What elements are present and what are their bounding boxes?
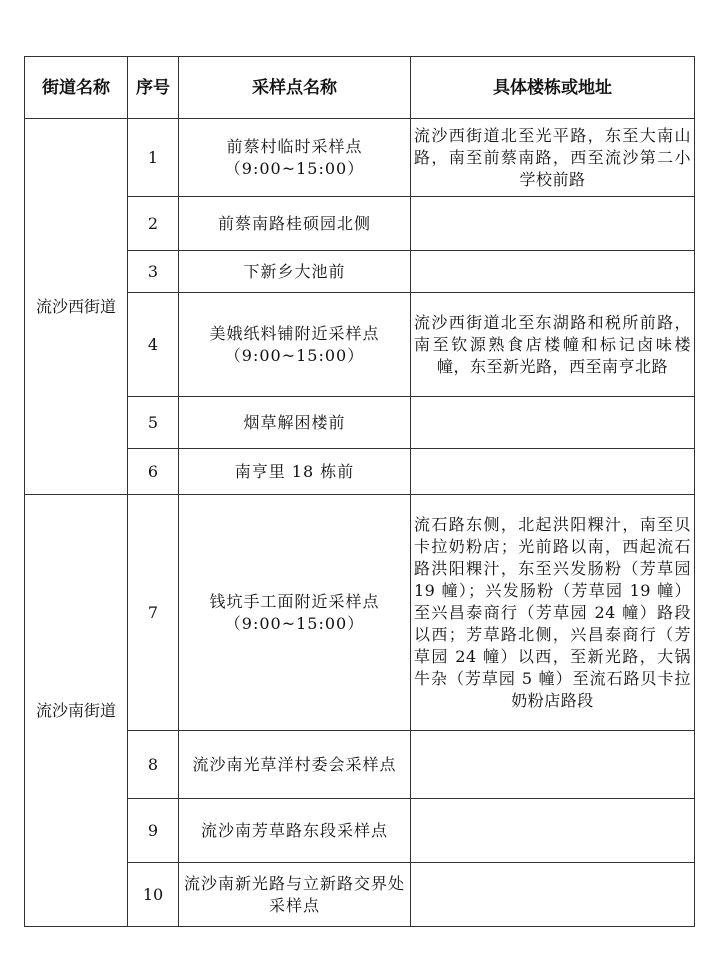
header-street: 街道名称 xyxy=(25,57,128,119)
site-name-cell: 烟草解困楼前 xyxy=(179,397,411,449)
row-number: 1 xyxy=(128,119,179,197)
address-cell xyxy=(411,731,695,799)
site-name: 美娥纸料铺附近采样点 xyxy=(209,323,380,343)
site-name-cell: 流沙南新光路与立新路交界处采样点 xyxy=(179,863,411,927)
site-name-cell xyxy=(179,293,411,397)
row-number: 3 xyxy=(128,251,179,293)
row-number: 6 xyxy=(128,449,179,495)
street-name-cell: 流沙南街道 xyxy=(25,495,128,927)
address-cell xyxy=(411,863,695,927)
site-name: 钱坑手工面附近采样点 xyxy=(209,591,380,611)
row-number: 2 xyxy=(128,197,179,251)
row-number: 9 xyxy=(128,799,179,863)
site-name: 前蔡村临时采样点 xyxy=(226,136,363,156)
header-row xyxy=(25,57,695,119)
address-cell: 流沙西街道北至光平路，东至大南山路，南至前蔡南路，西至流沙第二小学校前路 xyxy=(411,119,695,197)
address-cell xyxy=(411,799,695,863)
header-number: 序号 xyxy=(128,57,179,119)
row-number: 7 xyxy=(128,495,179,731)
sampling-sites-table xyxy=(24,56,695,927)
address-cell xyxy=(411,397,695,449)
row-number: 4 xyxy=(128,293,179,397)
table-row xyxy=(25,119,695,197)
header-site-name: 采样点名称 xyxy=(179,57,411,119)
site-name-cell xyxy=(179,495,411,731)
site-name-cell: 下新乡大池前 xyxy=(179,251,411,293)
row-number: 5 xyxy=(128,397,179,449)
address-cell: 流石路东侧，北起洪阳粿汁，南至贝卡拉奶粉店；光前路以南，西起流石路洪阳粿汁，东至兴发肠粉（芳草园 19 幢）；兴发肠粉（芳草园 19 幢）至兴昌泰商行（芳草园 24 幢）路段以西；芳草路北侧，兴昌泰商行（芳草园 24 幢）以西，至新光路，大锅牛杂（芳草园 5 幢）至流石路贝卡拉奶粉店路段 xyxy=(411,495,695,731)
site-name-cell: 流沙南光草洋村委会采样点 xyxy=(179,731,411,799)
row-number: 8 xyxy=(128,731,179,799)
site-hours: （9:00~15:00） xyxy=(224,158,365,178)
row-number: 10 xyxy=(128,863,179,927)
street-name-cell: 流沙西街道 xyxy=(25,119,128,495)
address-cell: 流沙西街道北至东湖路和税所前路，南至钦源熟食店楼幢和标记卤味楼幢，东至新光路，西至南亨北路 xyxy=(411,293,695,397)
site-name-cell: 前蔡南路桂硕园北侧 xyxy=(179,197,411,251)
header-address: 具体楼栋或地址 xyxy=(411,57,695,119)
table-row xyxy=(25,495,695,731)
address-cell xyxy=(411,251,695,293)
site-name-cell: 流沙南芳草路东段采样点 xyxy=(179,799,411,863)
site-hours: （9:00~15:00） xyxy=(224,345,365,365)
site-hours: （9:00~15:00） xyxy=(224,613,365,633)
site-name-cell xyxy=(179,119,411,197)
site-name-cell: 南亨里 18 栋前 xyxy=(179,449,411,495)
address-cell xyxy=(411,449,695,495)
address-cell xyxy=(411,197,695,251)
